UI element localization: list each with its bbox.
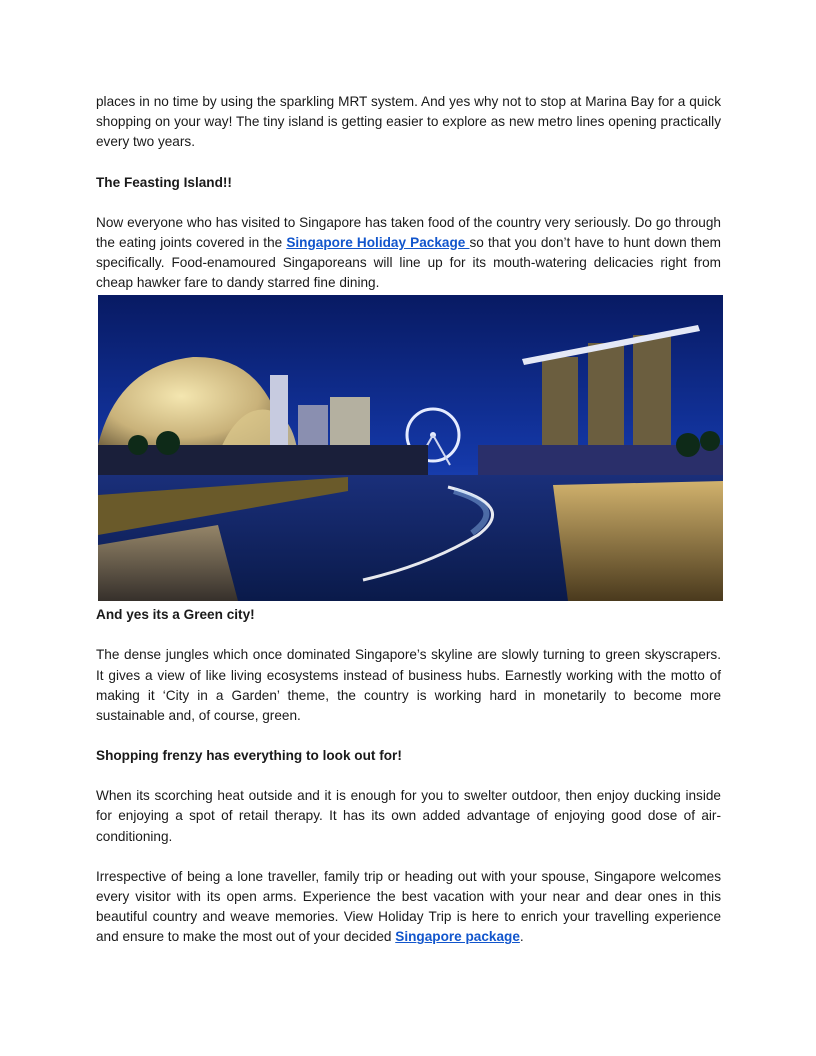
shopping-heading: Shopping frenzy has everything to look out for! xyxy=(96,748,402,764)
feasting-heading: The Feasting Island!! xyxy=(96,174,232,190)
feasting-paragraph xyxy=(96,213,721,294)
green-heading: And yes its a Green city! xyxy=(96,607,255,623)
feasting-text-after: so that you don’t have to hunt down them specifically. Food-enamoured Singaporeans will line up for its mouth-watering delicacies right from cheap hawker fare to dandy starred fine dining. xyxy=(96,234,721,291)
intro-paragraph: places in no time by using the sparkling MRT system. And yes why not to stop at Marina Bay for a quick shopping on your way! The tiny island is getting easier to explore as new metro lines opening practically every two years. xyxy=(96,94,721,150)
singapore-holiday-package-link[interactable]: Singapore Holiday Package xyxy=(286,234,470,250)
shopping-paragraph: When its scorching heat outside and it is enough for you to swelter outdoor, then enjoy ducking inside for enjoying a spot of retail therapy. It has its own added advantage of enjoying good dose of air-conditioning. xyxy=(96,788,721,844)
closing-paragraph xyxy=(96,867,721,948)
singapore-package-link[interactable]: Singapore package xyxy=(395,929,520,945)
feasting-text-before: Now everyone who has visited to Singapore has taken food of the country very seriously. Do go through the eating joints covered in the xyxy=(96,214,721,250)
closing-text-after: . xyxy=(519,929,524,945)
marina-bay-night-photo xyxy=(98,295,723,601)
closing-text-before: Irrespective of being a lone traveller, family trip or heading out with your spouse, Singapore welcomes every visitor with its open arms. Experience the best vacation with your near and dear ones in this beautiful country and weave memories. View Holiday Trip is here to enrich your travelling experience and ensure to make the most out of your decided xyxy=(96,868,721,945)
document-page xyxy=(96,92,721,948)
green-paragraph: The dense jungles which once dominated Singapore’s skyline are slowly turning to green skyscrapers. It gives a view of like living ecosystems instead of business hubs. Earnestly working with the motto of making it ‘City in a Garden’ theme, the country is working hard in monetarily to become more sustainable and, of course, green. xyxy=(96,647,721,724)
